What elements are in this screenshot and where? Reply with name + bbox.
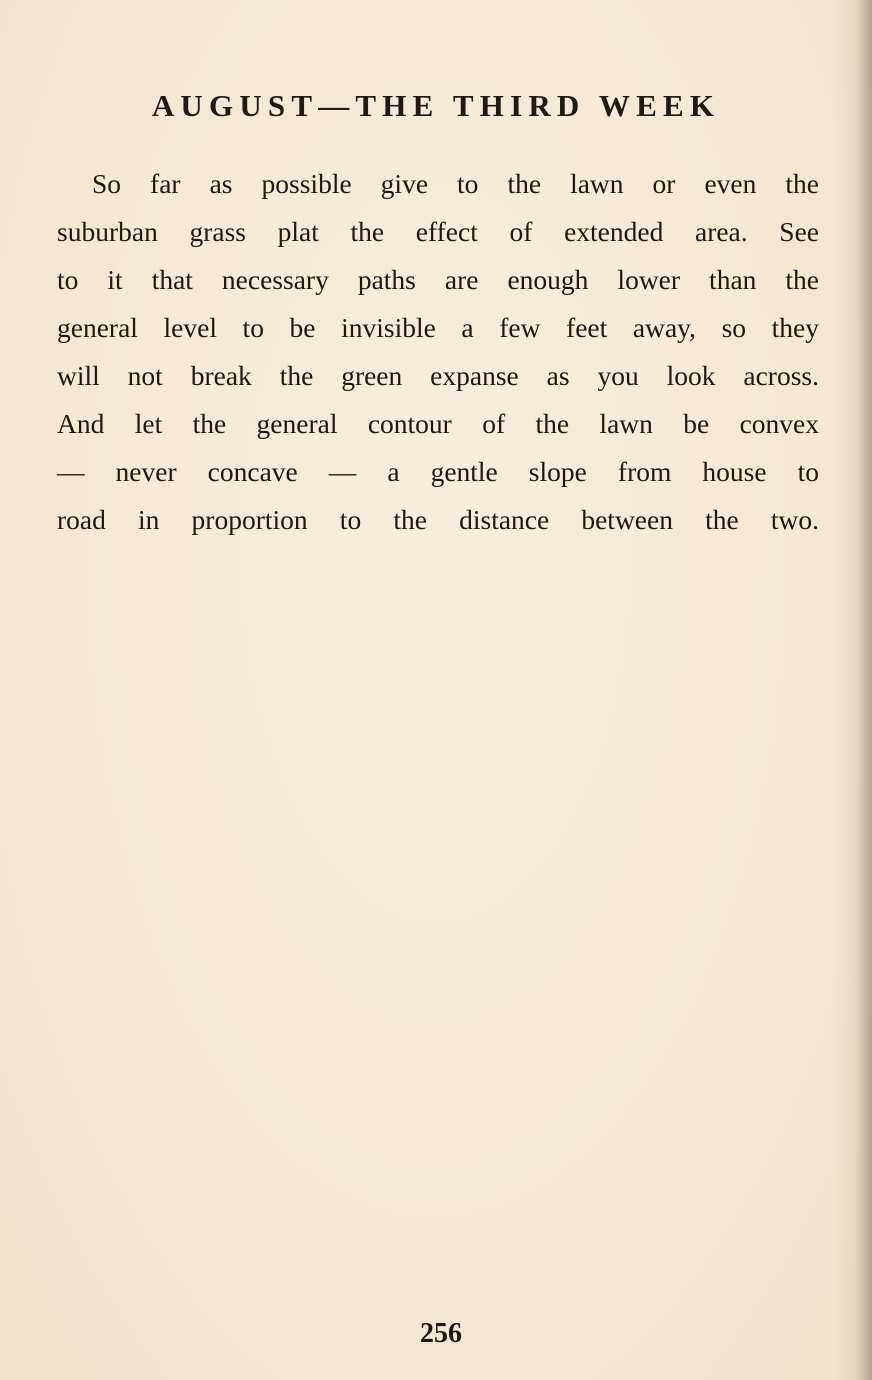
running-head: AUGUST—THE THIRD WEEK (151, 88, 721, 123)
text-line: suburban grass plat the effect of extended area. See (57, 216, 819, 247)
text-line: road in proportion to the distance between the two. (57, 504, 819, 535)
text-line: general level to be invisible a few feet away, so they (57, 312, 819, 343)
text-line: will not break the green expanse as you look across. (57, 360, 819, 391)
text-line: And let the general contour of the lawn be convex (57, 408, 819, 439)
page-edge-shadow (834, 0, 872, 1380)
page-number: 256 (420, 1318, 462, 1349)
text-line: — never concave — a gentle slope from house to (57, 456, 819, 487)
body-paragraph (57, 160, 819, 544)
text-line: So far as possible give to the lawn or even the (92, 168, 819, 199)
text-line: to it that necessary paths are enough lower than the (57, 264, 819, 295)
